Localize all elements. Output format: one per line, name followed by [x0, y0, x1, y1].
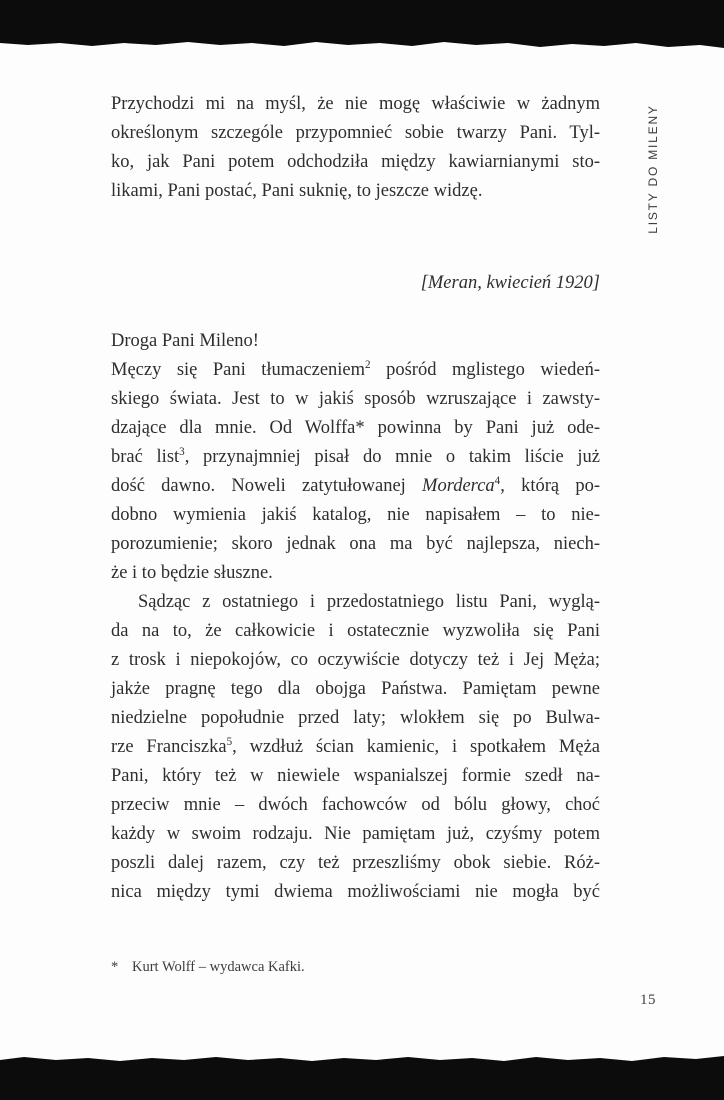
page-number: 15 — [640, 992, 656, 1008]
scan-edge-top — [0, 0, 724, 52]
text-line: niedzielne popołudnie przed laty; wlokłem się po Bulwa- — [111, 708, 600, 728]
text-line: dość dawno. Noweli zatytułowanej Morderca$^4$, którą po- — [111, 474, 600, 496]
text-line: Męczy się Pani tłumaczeniem$^2$ pośród mglistego wiedeń- — [111, 358, 600, 380]
text-line: że i to będzie słuszne. — [111, 563, 273, 583]
text-line: dobno wymienia jakiś katalog, nie napisałem – to nie- — [111, 505, 600, 525]
text-line: poszli dalej razem, czy też przeszliśmy obok siebie. Róż- — [111, 853, 600, 873]
salutation: Droga Pani Mileno! — [111, 331, 259, 351]
text-line: jakże pragnę tego dla obojga Państwa. Pamiętam pewne — [111, 679, 600, 699]
text-line: brać list$^3$, przynajmniej pisał do mnie o takim liście już — [111, 445, 600, 467]
dateline: [Meran, kwiecień 1920] — [420, 273, 600, 293]
text-line: przeciw mnie – dwóch fachowców od bólu głowy, choć — [111, 795, 600, 815]
text-line: ko, jak Pani potem odchodziła między kawiarnianymi sto- — [111, 152, 600, 172]
text-line: nica między tymi dwiema możliwościami nie mogła być — [111, 882, 600, 902]
running-title-vertical: LISTY DO MILENY — [646, 104, 660, 234]
scan-edge-bottom — [0, 1054, 724, 1100]
footnote-text: Kurt Wolff – wydawca Kafki. — [132, 959, 305, 975]
letter-body — [111, 356, 600, 907]
footnote — [111, 957, 600, 977]
text-line: Sądząc z ostatniego i przedostatniego listu Pani, wyglą- — [138, 592, 600, 612]
paragraph — [111, 356, 600, 588]
text-line: określonym szczególe przypomnieć sobie twarzy Pani. Tyl- — [111, 123, 600, 143]
text-line: Pani, który też w niewiele wspanialszej formie szedł na- — [111, 766, 600, 786]
text-line: likami, Pani postać, Pani suknię, to jeszcze widzę. — [111, 181, 483, 201]
text-line: z trosk i niepokojów, co oczywiście dotyczy też i Jej Męża; — [111, 650, 600, 670]
footnote-marker: * — [111, 959, 119, 975]
text-line: każdy w swoim rodzaju. Nie pamiętam już, czyśmy potem — [111, 824, 600, 844]
paragraph — [111, 588, 600, 907]
scan-edge-top-shape — [0, 0, 724, 48]
text-line: skiego świata. Jest to w jakiś sposób wzruszające i zawsty- — [111, 389, 600, 409]
opening-paragraph — [111, 90, 600, 206]
scan-edge-bottom-shape — [0, 1056, 724, 1100]
text-line: dzające dla mnie. Od Wolffa* powinna by Pani już ode- — [111, 418, 600, 438]
text-line: rze Franciszka$^5$, wzdłuż ścian kamienic, i spotkałem Męża — [111, 735, 600, 757]
text-line: porozumienie; skoro jednak ona ma być najlepsza, niech- — [111, 534, 600, 554]
text-column — [111, 90, 600, 907]
text-line: Przychodzi mi na myśl, że nie mogę właściwie w żadnym — [111, 94, 600, 114]
text-line: da na to, że całkowicie i ostatecznie wyzwoliła się Pani — [111, 621, 600, 641]
